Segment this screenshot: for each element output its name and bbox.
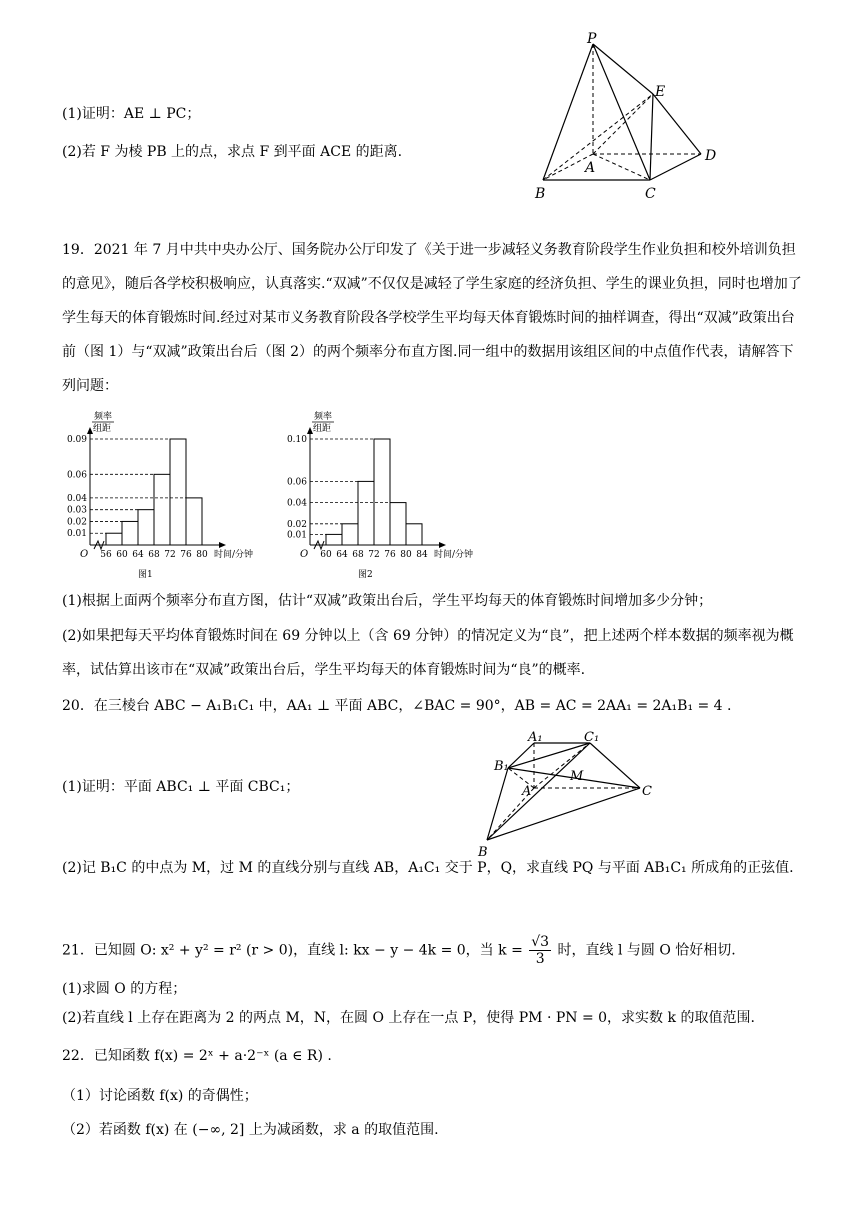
- edge-B1B: [487, 768, 508, 840]
- chart-title: 图1: [138, 570, 153, 580]
- x-tick-label: 60: [320, 550, 332, 560]
- x-tick-label: 72: [164, 550, 176, 560]
- histogram-fig2: [282, 405, 522, 580]
- q20-part1: (1)证明：平面 ABC₁ ⊥ 平面 CBC₁；: [62, 779, 300, 795]
- q19-part1: (1)根据上面两个频率分布直方图，估计“双减”政策出台后，学生平均每天的体育锻炼时间增加多少分钟；: [62, 593, 713, 609]
- edge-EC: [650, 94, 653, 180]
- x-tick-label: 80: [400, 550, 412, 560]
- edge-PC: [593, 44, 650, 180]
- label-A: A: [585, 160, 596, 176]
- y-tick-label: 0.10: [286, 435, 307, 445]
- label-B: B: [478, 845, 488, 860]
- histogram-bar: [326, 534, 342, 545]
- x-tick-label: 84: [416, 550, 428, 560]
- q21-frac-num: √3: [531, 934, 550, 950]
- y-label-bottom: 组距: [93, 424, 112, 434]
- q18-part2: (2)若 F 为棱 PB 上的点，求点 F 到平面 ACE 的距离.: [62, 144, 403, 160]
- x-axis-label: 时间/分钟: [214, 550, 254, 560]
- q21-stem: [62, 934, 736, 967]
- label-P: P: [587, 31, 597, 47]
- edge-AE: [593, 94, 653, 154]
- y-tick-label: 0.02: [286, 519, 307, 530]
- y-label-top: 频率: [94, 412, 113, 422]
- q19-intro: 19．2021 年 7 月中共中央办公厅、国务院办公厅印发了《关于进一步减轻义务教育阶段学生作业负担和校外培训负担的意见》，随后各学校积极响应，认真落实.“双减”不仅仅是减轻了学生家庭的经济负担、学生的课业负担，同时也增加了学生每天的体育锻炼时间.经过对某市义务教育阶段各学校学生平均每天体育锻炼时间的抽样调查，得出“双减”政策出台前（图 1）与“双减”政策出台后（图 2）的两个频率分布直方图.同一组中的数据用该组区间的中点值作代表，请解答下列问题：: [62, 242, 802, 394]
- q22-part1: （1）讨论函数 f(x) 的奇偶性；: [62, 1088, 258, 1104]
- label-B: B: [535, 186, 546, 202]
- histogram-bar: [170, 439, 186, 545]
- label-E: E: [655, 84, 666, 100]
- q20-part2: (2)记 B₁C 的中点为 M，过 M 的直线分别与直线 AB，A₁C₁ 交于 P，Q，求直线 PQ 与平面 AB₁C₁ 所成角的正弦值.: [62, 860, 794, 876]
- y-tick-label: 0.04: [66, 493, 87, 504]
- q18-part1: (1)证明：AE ⊥ PC；: [62, 106, 201, 122]
- x-tick-label: 76: [180, 550, 192, 560]
- origin-label: O: [300, 549, 309, 560]
- x-axis-arrow: [439, 542, 446, 548]
- histogram-bar: [186, 498, 202, 545]
- y-tick-label: 0.01: [286, 530, 307, 541]
- histogram-bar: [390, 503, 406, 545]
- y-tick-label: 0.01: [66, 529, 87, 540]
- y-tick-label: 0.02: [66, 517, 87, 528]
- y-tick-label: 0.06: [286, 477, 307, 488]
- q21-part2: (2)若直线 l 上存在距离为 2 的两点 M，N，在圆 O 上存在一点 P，使得 PM · PN = 0，求实数 k 的取值范围.: [62, 1010, 755, 1026]
- frustum-figure: [470, 728, 670, 862]
- pyramid-figure: [525, 30, 725, 208]
- y-tick-label: 0.04: [286, 498, 307, 509]
- histogram-bar: [154, 474, 170, 545]
- y-tick-label: 0.03: [66, 505, 87, 516]
- q21-frac-den: 3: [535, 951, 545, 967]
- label-C: C: [645, 186, 656, 202]
- histogram-bar: [406, 524, 422, 545]
- x-tick-label: 76: [384, 550, 396, 560]
- label-M: M: [570, 769, 584, 784]
- x-axis-label: 时间/分钟: [434, 550, 474, 560]
- q21-stem-a: 21．已知圆 O: x² + y² = r² (r > 0)，直线 l: kx − y − 4k = 0，当 k =: [62, 942, 528, 959]
- label-A1: A₁: [528, 730, 543, 745]
- histogram-bar: [106, 533, 122, 545]
- q19-part2: (2)如果把每天平均体育锻炼时间在 69 分钟以上（含 69 分钟）的情况定义为“良”，把上述两个样本数据的频率视为概率，试估算出该市在“双减”政策出台后，学生平均每天的体育锻炼时间为“良”的概率.: [62, 628, 794, 678]
- q20-stem: 20．在三棱台 ABC − A₁B₁C₁ 中，AA₁ ⊥ 平面 ABC，∠BAC = 90°，AB = AC = 2AA₁ = 2A₁B₁ = 4 .: [62, 698, 732, 714]
- q22-stem: 22．已知函数 f(x) = 2ˣ + a·2⁻ˣ (a ∈ R) .: [62, 1048, 332, 1064]
- x-tick-label: 68: [148, 550, 160, 560]
- x-tick-label: 68: [352, 550, 364, 560]
- q21-fraction: [529, 934, 551, 967]
- label-C1: C₁: [584, 730, 600, 745]
- label-B1: B₁: [494, 759, 509, 774]
- axis-break: [314, 541, 324, 549]
- y-tick-label: 0.09: [66, 435, 87, 445]
- histogram-bar: [138, 510, 154, 545]
- edge-BE: [543, 94, 653, 180]
- q22-part2: （2）若函数 f(x) 在 (−∞, 2] 上为减函数，求 a 的取值范围.: [62, 1122, 439, 1138]
- histogram-bar: [374, 439, 390, 545]
- x-tick-label: 64: [132, 550, 144, 560]
- x-tick-label: 60: [116, 550, 128, 560]
- histogram-fig1: [62, 405, 302, 580]
- x-tick-label: 80: [196, 550, 208, 560]
- q21-stem-b: 时，直线 l 与圆 O 恰好相切.: [557, 942, 736, 959]
- q21-part1: (1)求圆 O 的方程；: [62, 981, 187, 997]
- histogram-bar: [342, 524, 358, 545]
- chart-title: 图2: [358, 570, 373, 580]
- x-tick-label: 56: [100, 550, 112, 560]
- axis-break: [94, 541, 104, 549]
- histogram-bar: [122, 521, 138, 545]
- label-D: D: [705, 148, 717, 164]
- x-tick-label: 64: [336, 550, 348, 560]
- y-tick-label: 0.06: [66, 470, 87, 481]
- edge-ED: [653, 94, 701, 154]
- y-label-top: 频率: [314, 412, 333, 422]
- x-axis-arrow: [219, 542, 226, 548]
- edge-AC: [593, 154, 650, 180]
- origin-label: O: [80, 549, 89, 560]
- x-tick-label: 72: [368, 550, 380, 560]
- histogram-bar: [358, 481, 374, 545]
- edge-CD: [650, 154, 701, 180]
- label-A: A: [522, 784, 532, 799]
- edge-PE: [593, 44, 653, 94]
- label-C: C: [642, 784, 652, 799]
- y-label-bottom: 组距: [313, 424, 332, 434]
- edge-BC1: [487, 743, 590, 840]
